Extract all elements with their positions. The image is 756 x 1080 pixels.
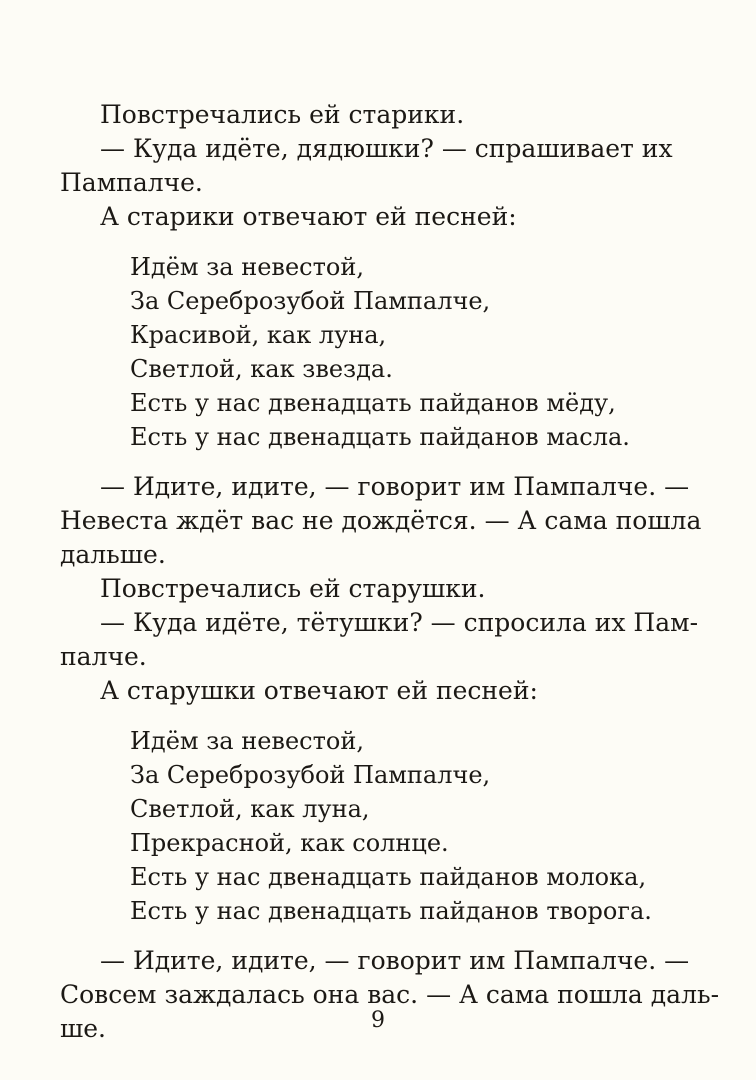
paragraph-line: Повстречались ей старики. (100, 100, 465, 129)
paragraph-line: палче. (60, 642, 147, 671)
paragraph-line: Повстречались ей старушки. (100, 574, 486, 603)
song-line: Светлой, как звезда. (130, 355, 393, 383)
page-number: 9 (371, 1008, 385, 1033)
song-line: Прекрасной, как солнце. (130, 829, 449, 857)
song-line: За Сереброзубой Пампалче, (130, 761, 491, 789)
stanza-gap (60, 234, 696, 250)
dialogue-line: — Куда идёте, тётушки? — спросила их Пам- (100, 608, 699, 637)
song-line: Идём за невестой, (130, 727, 364, 755)
song-line: Светлой, как луна, (130, 795, 370, 823)
stanza-gap (60, 708, 696, 724)
paragraph-line: дальше. (60, 540, 166, 569)
song-line: Красивой, как луна, (130, 321, 387, 349)
song-line: Есть у нас двенадцать пайданов молока, (130, 863, 647, 891)
paragraph-line: ше. (60, 1014, 106, 1043)
song-line: Есть у нас двенадцать пайданов творога. (130, 897, 652, 925)
stanza-gap (60, 928, 696, 944)
paragraph-line: А старики отвечают ей песней: (100, 202, 517, 231)
paragraph-line: Невеста ждёт вас не дождётся. — А сама пошла (60, 506, 702, 535)
paragraph-line: А старушки отвечают ей песней: (100, 676, 538, 705)
dialogue-line: — Куда идёте, дядюшки? — спрашивает их (100, 134, 673, 163)
story-text (60, 98, 720, 1046)
song-line: За Сереброзубой Пампалче, (130, 287, 491, 315)
paragraph-line: Пампалче. (60, 168, 203, 197)
song-line: Идём за невестой, (130, 253, 364, 281)
stanza-gap (60, 454, 696, 470)
song-line: Есть у нас двенадцать пайданов мёду, (130, 389, 616, 417)
dialogue-line: — Идите, идите, — говорит им Пампалче. — (100, 946, 690, 975)
dialogue-line: — Идите, идите, — говорит им Пампалче. — (100, 472, 690, 501)
paragraph-line: Совсем заждалась она вас. — А сама пошла даль- (60, 980, 720, 1009)
song-line: Есть у нас двенадцать пайданов масла. (130, 423, 630, 451)
